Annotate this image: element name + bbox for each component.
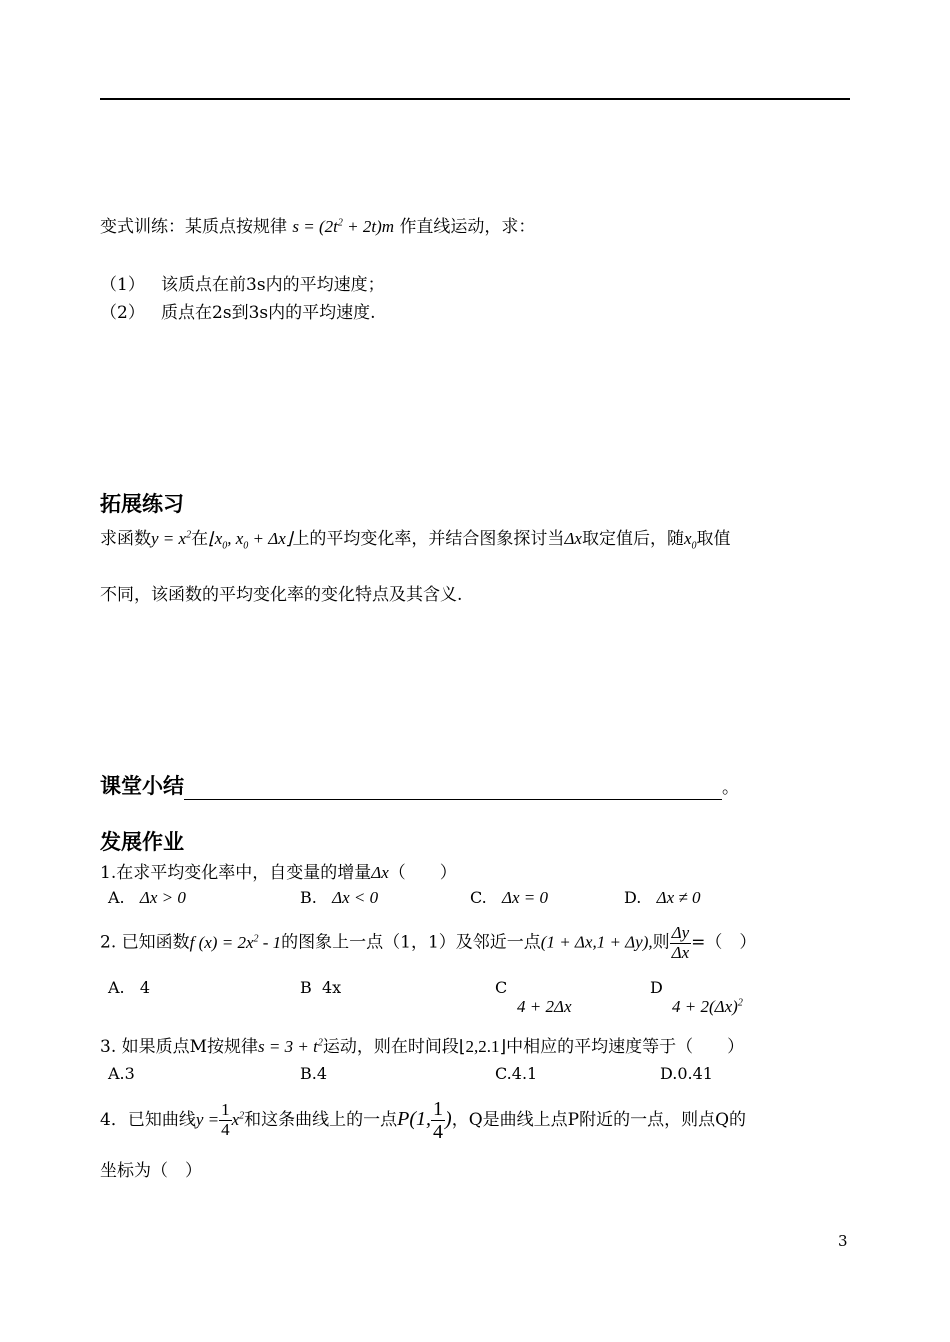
q3-option-d: D.0.41: [660, 1064, 713, 1083]
variant-item-1: （1） 该质点在前3s内的平均速度；: [100, 275, 385, 295]
q4-coefficient-fraction: $\frac{1}{4}$: [221, 1100, 230, 1140]
extend-heading: 拓展练习: [100, 492, 184, 516]
page-number: 3: [838, 1232, 848, 1250]
question-4-line2: 坐标为（ ）: [100, 1161, 202, 1181]
variant-item-2: （2） 质点在2s到3s内的平均速度.: [100, 303, 376, 323]
extend-interval: $⌊x_0$, $x_0$ + Δx⌋: [208, 529, 293, 552]
question-4: 4．已知曲线y = $\frac{1}{4}$ $x^2$和这条曲线上的一点P(1, $\frac{1}{4}$ )，Q是曲线上点P附近的一点，则点Q的: [100, 1098, 747, 1143]
summary-blank[interactable]: [184, 779, 722, 800]
q1-option-b: B. Δx < 0: [300, 888, 379, 907]
header-rule: [100, 98, 850, 100]
question-3: 3. 如果质点M按规律$s = 3 + t^2$运动，则在时间段⌊2,2.1⌋中相应的平均速度等于（ ）: [100, 1037, 745, 1057]
extend-line2: 不同，该函数的平均变化率的变化特点及其含义.: [100, 585, 463, 605]
q1-option-c: C. Δx = 0: [470, 888, 549, 907]
homework-heading: 发展作业: [100, 830, 184, 854]
q3-option-c: C.4.1: [495, 1064, 538, 1083]
q3-option-a: A.3: [108, 1064, 135, 1083]
q1-option-d: D. Δx ≠ 0: [624, 888, 701, 907]
question-2: 2. 已知函数f $(x) = 2x^2 - 1$的图象上一点（1，1）及邻近一点(1 + Δx,1 + Δy),则 $\frac{\Delta y}{\Delta x}$ =（ ）: [100, 923, 757, 962]
motion-formula: $s = (2t^2 + 2t)m$: [292, 217, 395, 236]
q2-option-a: A. 4: [108, 978, 151, 997]
extend-problem: 求函数$y = x^2$在$⌊x_0$, $x_0$ + Δx⌋上的平均变化率，并结合图象探讨当Δx取定值后，随$x_0$取值: [100, 529, 731, 552]
q3-option-b: B.4: [300, 1064, 328, 1083]
summary-line: 课堂小结 。: [100, 774, 739, 798]
variant-intro: 变式训练：某质点按规律 $s = (2t^2 + 2t)m$ 作直线运动，求：: [100, 217, 536, 237]
extend-function: $y = x^2$: [151, 529, 192, 548]
q2-option-d: D $4 + 2(\Delta x)^2$: [650, 978, 743, 1016]
q2-fraction: $\frac{\Delta y}{\Delta x}$: [671, 923, 690, 962]
question-1: 1.在求平均变化率中，自变量的增量Δx（ ）: [100, 863, 457, 883]
q2-option-c: C 4 + 2Δx: [495, 978, 572, 1016]
q1-option-a: A. Δx > 0: [108, 888, 186, 907]
q2-option-b: B 4x: [300, 978, 342, 997]
